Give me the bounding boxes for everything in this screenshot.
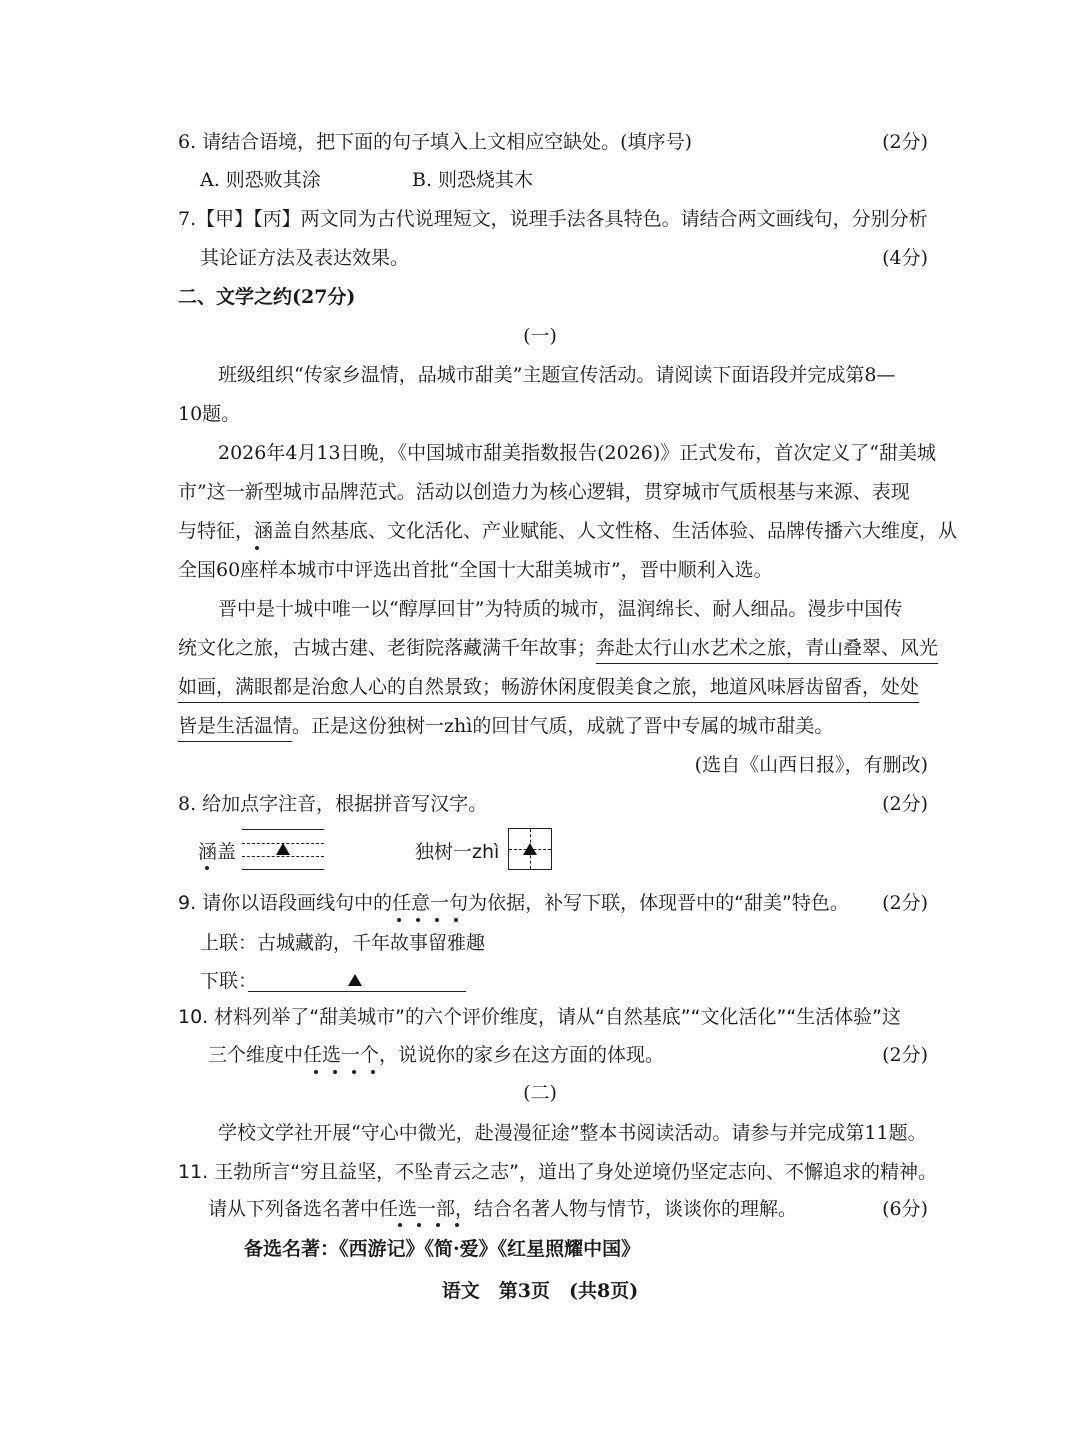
emphasis-dot — [205, 866, 209, 870]
q9-upper-couplet: 上联：古城藏韵，千年故事留雅趣 — [200, 932, 486, 954]
p2-line4 — [178, 717, 833, 736]
emphasis-dot — [397, 918, 401, 922]
p2-line3 — [178, 678, 919, 697]
part1-intro-line1: 班级组织“传家乡温情，品城市甜美”主题宣传活动。请阅读下面语段并完成第8— — [218, 364, 896, 386]
q10-line2: 三个维度中任选一个，说说你的家乡在这方面的体现。 — [208, 1044, 665, 1066]
emphasis-dot — [435, 918, 439, 922]
p2-line1: 晋中是十城中唯一以“醇厚回甘”为特质的城市，温润绵长、耐人细品。漫步中国传 — [218, 598, 903, 620]
q6-stem: 6. 请结合语境，把下面的句子填入上文相应空缺处。(填序号) — [178, 131, 692, 153]
p1-line1: 2026年4月13日晚，《中国城市甜美指数报告(2026)》正式发布，首次定义了“甜美城 — [218, 442, 937, 464]
p1-line4: 全国60座样本城市中评选出首批“全国十大甜美城市”，晋中顺利入选。 — [178, 559, 773, 581]
part2-intro: 学校文学社开展“守心中微光，赴漫漫征途”整本书阅读活动。请参与并完成第11题。 — [218, 1122, 927, 1144]
q7-line1: 7.【甲】【丙】两文同为古代说理短文，说理手法各具特色。请结合两文画线句，分别分析 — [178, 208, 928, 230]
q11-score: (6分) — [882, 1198, 928, 1220]
q9-lower-label: 下联： — [200, 970, 258, 992]
q7-line2: 其论证方法及表达效果。 — [200, 247, 410, 269]
emphasis-dot — [314, 1070, 318, 1074]
q11-line2: 请从下列备选名著中任选一部，结合名著人物与情节，谈谈你的理解。 — [208, 1198, 798, 1220]
q7-score: (4分) — [882, 247, 928, 269]
p2-line4-underlined: 皆是生活温情 — [178, 715, 292, 742]
q6-option-b: B. 则恐烧其木 — [412, 169, 534, 191]
q6-option-a: A. 则恐败其涂 — [200, 169, 321, 191]
answer-triangle-icon — [276, 843, 290, 855]
part2-title: (二) — [523, 1082, 557, 1104]
p2-line2-plain: 统文化之旅，古城古建、老街院落藏满千年故事； — [178, 637, 597, 659]
q8-word2: 独树一zhì — [415, 841, 500, 863]
q10-score: (2分) — [882, 1044, 928, 1066]
pinyin-grid-bottom — [242, 869, 324, 870]
p2-line3-underlined: 如画，满眼都是治愈人心的自然景致；畅游休闲度假美食之旅，地道风味唇齿留香，处处 — [178, 676, 919, 703]
character-grid-box — [508, 828, 552, 870]
answer-line — [248, 991, 466, 992]
pinyin-grid-top — [242, 829, 324, 830]
emphasis-dot — [417, 1223, 421, 1227]
q11-books: 备选名著：《西游记》《简·爱》《红星照耀中国》 — [244, 1238, 641, 1260]
q8-stem: 8. 给加点字注音，根据拼音写汉字。 — [178, 793, 488, 815]
q8-word1: 涵盖 — [198, 841, 237, 863]
emphasis-dot — [454, 918, 458, 922]
answer-triangle-icon — [348, 974, 362, 986]
q10-line1: 10. 材料列举了“甜美城市”的六个评价维度，请从“自然基底”“文化活化”“生活体验”这 — [178, 1006, 902, 1028]
q6-score: (2分) — [882, 131, 928, 153]
answer-triangle-icon — [523, 843, 537, 855]
q9-stem: 9. 请你以语段画线句中的任意一句为依据，补写下联，体现晋中的“甜美”特色。 — [178, 892, 849, 914]
emphasis-dot — [416, 918, 420, 922]
emphasis-dot — [352, 1070, 356, 1074]
emphasis-dot — [455, 1223, 459, 1227]
emphasis-dot — [255, 546, 259, 550]
q9-score: (2分) — [882, 892, 928, 914]
page-footer: 语文 第3页 (共8页) — [441, 1280, 639, 1302]
emphasis-dot — [436, 1223, 440, 1227]
q8-score: (2分) — [882, 793, 928, 815]
source-note: (选自《山西日报》，有删改) — [694, 754, 928, 776]
emphasis-dot — [333, 1070, 337, 1074]
p2-line4-plain: 。正是这份独树一zhì的回甘气质，成就了晋中专属的城市甜美。 — [292, 715, 834, 737]
p1-line3: 与特征，涵盖自然基底、文化活化、产业赋能、人文性格、生活体验、品牌传播六大维度，从 — [178, 520, 958, 542]
p2-line2-underlined: 奔赴太行山水艺术之旅，青山叠翠、风光 — [596, 637, 938, 664]
q11-line1: 11. 王勃所言“穷且益坚，不坠青云之志”，道出了身处逆境仍坚定志向、不懈追求的精神。 — [178, 1161, 937, 1183]
part1-intro-line2: 10题。 — [178, 403, 241, 425]
emphasis-dot — [398, 1223, 402, 1227]
part1-title: (一) — [523, 325, 557, 347]
emphasis-dot — [371, 1070, 375, 1074]
p2-line2 — [178, 639, 938, 658]
p1-line2: 市”这一新型城市品牌范式。活动以创造力为核心逻辑，贯穿城市气质根基与来源、表现 — [178, 481, 910, 503]
section2-title: 二、文学之约(27分) — [178, 286, 356, 308]
pinyin-grid-mid2 — [242, 856, 324, 857]
